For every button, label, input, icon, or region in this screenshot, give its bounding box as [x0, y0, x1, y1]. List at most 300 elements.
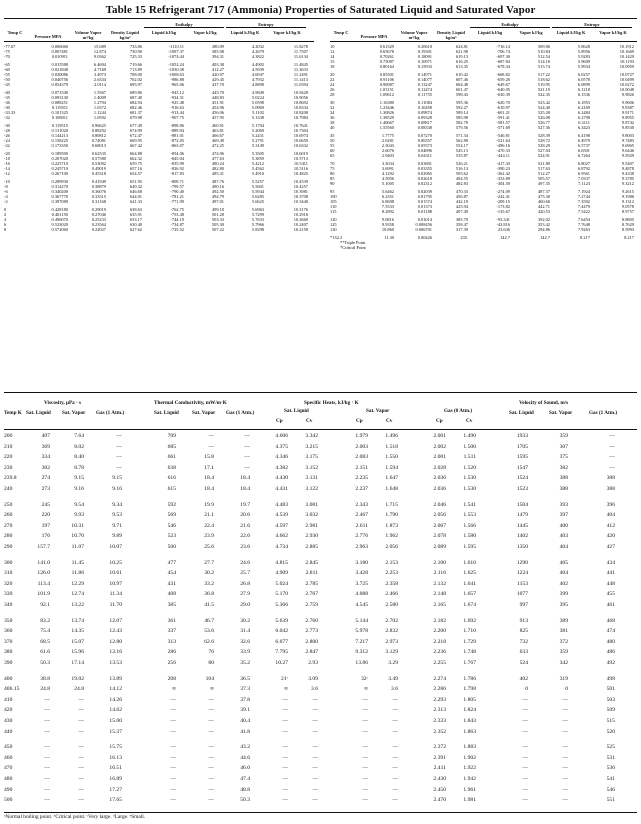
upper-table-cell: 28 [330, 92, 335, 97]
upper-table-cell: 412.27 [211, 67, 224, 72]
lower-table-cell: 40.4 [240, 718, 250, 724]
lower-table-cell: 9.53 [112, 512, 122, 519]
upper-table-cell: 1.55560 [379, 125, 394, 130]
upper-table-cell: 11.2491 [293, 72, 308, 77]
upper-header-entropy-liquid: Liquid kJ/kg K [230, 30, 260, 35]
upper-table-cell: -986.88 [170, 77, 184, 82]
lower-table-cell: 13.86 [355, 660, 368, 666]
upper-table-cell: 80 [330, 171, 335, 176]
upper-table-row [330, 181, 640, 186]
lower-table-cell: — [282, 696, 288, 703]
lower-table-cell: 1.843 [463, 718, 476, 724]
upper-table-cell: 23.636 [497, 227, 510, 232]
lower-table-row [4, 697, 637, 703]
lower-table-cell: 33.2 [204, 580, 214, 587]
lower-table-cell: 37.8 [240, 696, 250, 703]
lower-table-cell: 2.028 [433, 464, 446, 471]
lower-header-cp-1: Cp [276, 418, 283, 424]
upper-table-cell: 474.96 [211, 151, 224, 156]
upper-table-cell: -28 [4, 128, 10, 133]
lower-header-cp-gas: Gas (0 Atm.) [444, 408, 473, 414]
upper-table-cell: 11.30 [384, 235, 394, 240]
lower-table-cell: 46.7 [204, 617, 214, 624]
upper-table-cell: -546.81 [496, 133, 510, 138]
lower-table-cell: — [116, 433, 122, 439]
lower-table-cell: 633 [519, 649, 528, 656]
lower-table-cell: — [208, 443, 214, 450]
upper-table-cell: *132.3 [330, 235, 343, 240]
lower-header-cv-2: Cv [386, 418, 393, 424]
upper-table-cell: 5.0969 [251, 105, 264, 110]
lower-table-cell: 1.883 [463, 744, 476, 751]
upper-table-cell: 635.91 [129, 212, 142, 217]
upper-table-cell: -333.89 [496, 176, 510, 181]
upper-table-cell: 695.97 [129, 82, 142, 87]
upper-table-cell: 5.5944 [251, 189, 264, 194]
lower-table-cell: — [78, 728, 84, 735]
upper-table-cell: 0.289930 [51, 179, 68, 184]
lower-table-cell: 468 [606, 617, 615, 624]
lower-table-cell: 2.352 [433, 728, 446, 735]
lower-table-cell: 126.0 [37, 570, 50, 577]
lower-table-cell: 460 [4, 754, 13, 761]
lower-table-cell: — [562, 696, 568, 703]
upper-table-cell: 649.32 [129, 184, 142, 189]
upper-table-row [330, 64, 640, 69]
lower-table-cell: 11.34 [109, 591, 122, 598]
upper-table-cell: 6.2798 [577, 115, 590, 120]
upper-table-cell: 9.9358 [381, 222, 394, 227]
lower-table-cell: ∞ [364, 686, 368, 693]
lower-table-cell: — [208, 776, 214, 782]
lower-table-cell: 1.710 [463, 628, 476, 635]
lower-table-cell: — [116, 454, 122, 461]
upper-table-cell: 2.6334 [93, 77, 106, 82]
upper-table-cell: 641.33 [129, 199, 142, 204]
upper-table-cell: 8 [4, 227, 7, 232]
lower-table-cell: 17.14 [71, 660, 84, 666]
lower-table-cell: — [562, 707, 568, 714]
lower-table-cell: 12.29 [71, 580, 84, 587]
lower-table-cell: 400 [4, 675, 13, 682]
upper-table-cell: -14 [4, 166, 10, 171]
upper-table-cell: -50 [4, 77, 10, 82]
upper-header-entropy-liquid: Liquid kJ/kg K [556, 30, 586, 35]
lower-table-cell: 2.343 [355, 501, 368, 508]
lower-table-cell: 2.003 [355, 443, 368, 450]
upper-table-cell: 0.19301 [417, 49, 432, 54]
lower-table-cell: 420 [4, 707, 13, 714]
upper-table-cell: 579.56 [455, 125, 468, 130]
lower-table-cell: 477 [167, 559, 176, 566]
upper-table-cell: 0.36076 [91, 189, 106, 194]
lower-table-cell: 9.16 [74, 486, 84, 492]
upper-table-cell: -33.33 [4, 110, 16, 115]
upper-table-cell: 7.6454 [577, 217, 590, 222]
lower-table-cell: 24.6 [240, 559, 250, 566]
upper-header-density: Density Liquid kg/m³ [437, 30, 465, 40]
upper-table-cell: 0.13247 [417, 82, 432, 87]
upper-table-cell: 0.093130 [51, 95, 68, 100]
lower-table-cell: 4.597 [275, 522, 288, 529]
lower-table-cell: 2.313 [433, 707, 446, 714]
upper-table-cell: 10.0499 [619, 77, 634, 82]
lower-table-cell: — [208, 744, 214, 751]
lower-table-cell: — [312, 696, 318, 703]
upper-table-cell: 385.79 [455, 217, 468, 222]
upper-table-cell: 3.3034 [381, 161, 394, 166]
upper-table-cell: 15 [330, 59, 335, 64]
upper-table-cell: 6.4694 [93, 62, 106, 67]
upper-table-cell: 10.9428 [293, 90, 308, 95]
lower-table-row [4, 454, 637, 460]
upper-table-cell: 10.3981 [293, 189, 308, 194]
upper-table-cell: 1.0592 [93, 115, 106, 120]
upper-table-cell: 0.02039 [417, 189, 432, 194]
lower-table-cell: — [522, 797, 528, 804]
lower-table-cell: 24.8 [74, 686, 84, 693]
lower-table-cell: 61.6 [40, 649, 50, 656]
upper-table-cell: 0 [4, 207, 7, 212]
upper-table-cell: -12 [4, 171, 10, 176]
upper-table-cell: 2.0281 [381, 138, 394, 143]
lower-table-cell: — [392, 786, 398, 793]
upper-table-cell: -75 [4, 49, 10, 54]
lower-table-cell: 359 [559, 433, 568, 439]
upper-table-cell: 0.41949 [91, 179, 106, 184]
upper-table-cell: -77.67 [4, 44, 16, 49]
lower-table-cell: — [170, 696, 176, 703]
lower-table-cell: 4.545 [355, 602, 368, 608]
lower-table-cell: 9.15 [112, 475, 122, 482]
lower-table-cell: 407 [41, 433, 50, 439]
upper-table-cell: -725.52 [170, 227, 184, 232]
upper-table-cell: 36 [330, 115, 335, 120]
upper-table-cell: 4.3822 [251, 54, 264, 59]
upper-table-cell: 0.01373 [417, 204, 432, 209]
upper-table-cell: 2 [4, 212, 7, 217]
upper-table-cell: 110 [330, 204, 337, 209]
upper-table-cell: 733.86 [129, 44, 142, 49]
lower-table-cell: 2.200 [433, 628, 446, 635]
lower-table-cell: 273 [41, 486, 50, 492]
upper-table-cell: -925.48 [170, 100, 184, 105]
lower-table-cell: 23.9 [204, 533, 214, 540]
lower-table-cell: 9.16 [112, 486, 122, 492]
upper-table-cell: 8.9757 [621, 209, 634, 214]
upper-table-cell: 7.9263 [577, 227, 590, 232]
lower-table-cell: 405 [559, 559, 568, 566]
upper-table-cell: -1030.38 [168, 67, 184, 72]
lower-table-cell: 4.431 [275, 486, 288, 492]
lower-table-cell: 361 [167, 617, 176, 624]
upper-table-cell: 0.144213 [51, 133, 68, 138]
upper-table-row [4, 199, 314, 204]
lower-table-cell: 5.170 [275, 591, 288, 598]
lower-table-cell: 14.12 [109, 686, 122, 693]
upper-table-cell: 75 [330, 166, 335, 171]
upper-table-cell: 425.94 [455, 204, 468, 209]
lower-table-cell: 395 [559, 602, 568, 608]
upper-table-cell: 4.5956 [381, 176, 394, 181]
upper-table-cell: -16 [4, 161, 10, 166]
lower-table-cell: 592 [167, 501, 176, 508]
lower-table-cell: 18.4 [240, 475, 250, 482]
upper-table-cell: 6.7264 [577, 153, 590, 158]
upper-table-cell: -762.75 [170, 207, 184, 212]
upper-table-cell: -6 [4, 189, 8, 194]
lower-table-cell: — [244, 433, 250, 439]
upper-table-cell: 1.30826 [379, 110, 394, 115]
lower-table-cell: 2.293 [433, 696, 446, 703]
upper-table-cell: 9.8742 [621, 120, 634, 125]
lower-table-cell: 661 [167, 454, 176, 461]
upper-table-cell: -845.04 [170, 156, 184, 161]
lower-header-viscosity: Viscosity, μPa · s [44, 400, 82, 406]
upper-table-cell: 85 [330, 176, 335, 181]
lower-table-cell: 310 [4, 570, 13, 577]
lower-table-row [4, 676, 637, 682]
upper-table-cell: 8.8805 [621, 217, 634, 222]
upper-table-cell: 6.4970 [577, 138, 590, 143]
upper-table-cell: 10.5713 [293, 156, 308, 161]
upper-table-cell: 659.75 [129, 161, 142, 166]
lower-table-cell: 337 [167, 628, 176, 635]
lower-table-cell: 2.832 [385, 628, 398, 635]
upper-table-cell: 9.0816 [381, 217, 394, 222]
lower-table-cell: — [44, 696, 50, 703]
upper-table-cell: 8.5993 [621, 227, 634, 232]
upper-table-cell: 0.101325 [51, 110, 68, 115]
upper-table-cell: 1.38529 [379, 115, 394, 120]
lower-table-cell: — [609, 433, 615, 439]
lower-header-cp-vapor: Sat. Vapor [366, 408, 390, 414]
upper-table-row [330, 235, 640, 240]
lower-header-thermal: Thermal Conductivity, mW/m·K [154, 400, 227, 406]
upper-table-cell: 429.45 [211, 77, 224, 82]
upper-table-cell: 9.9606 [621, 100, 634, 105]
lower-table-row [4, 570, 637, 576]
upper-table-cell: 5.7299 [251, 212, 264, 217]
lower-table-cell: 1524 [516, 475, 528, 482]
lower-table-cell: 200 [4, 433, 13, 439]
upper-table-cell: 3.4973 [93, 72, 106, 77]
lower-table-cell: — [362, 744, 368, 751]
upper-table-cell: 679.98 [129, 115, 142, 120]
upper-table-cell: -1110.11 [168, 44, 184, 49]
upper-table-cell: -881.01 [170, 133, 184, 138]
lower-table-row [4, 475, 637, 481]
lower-table-cell: 1350 [516, 544, 528, 550]
lower-table-cell: 2.165 [433, 602, 446, 608]
lower-table-cell: 41.8 [240, 728, 250, 735]
lower-table-cell: 1.610 [463, 559, 476, 566]
upper-table-cell: 9.7483 [621, 138, 634, 143]
upper-table-cell: -744.19 [170, 217, 184, 222]
upper-table-cell: -640.05 [496, 87, 510, 92]
lower-table-cell: — [244, 454, 250, 461]
upper-table-cell: 6.5737 [577, 143, 590, 148]
upper-table-cell: 607.46 [455, 77, 468, 82]
upper-table-row [4, 143, 314, 148]
lower-table-cell: 3.081 [305, 501, 318, 508]
upper-table-cell: 10.1193 [619, 59, 634, 64]
lower-table-cell: 400 [559, 522, 568, 529]
lower-table-cell: 50.3 [240, 797, 250, 804]
upper-table-cell: 2.9403 [381, 153, 394, 158]
upper-table-cell: 0.88292 [91, 128, 106, 133]
upper-table-cell: 521.19 [537, 87, 550, 92]
lower-table-cell: 2.148 [433, 591, 446, 598]
upper-table-cell: 644.01 [129, 194, 142, 199]
upper-table-cell: 2.6076 [381, 148, 394, 153]
upper-table-cell: 480.24 [211, 161, 224, 166]
upper-table-cell: -24 [4, 138, 10, 143]
upper-table-cell: 472.25 [211, 143, 224, 148]
lower-table-cell: 14.35 [71, 628, 84, 635]
lower-table-row [4, 560, 637, 566]
lower-table-cell: 1.657 [463, 591, 476, 598]
upper-table-cell: 4.7169 [93, 67, 106, 72]
lower-table-cell: 39.1 [240, 707, 250, 714]
lower-table-cell: 36.5 [240, 675, 250, 682]
upper-table-cell: 407.49 [455, 209, 468, 214]
upper-table-cell: 613.35 [455, 64, 468, 69]
lower-table-cell: — [562, 744, 568, 751]
upper-table-row [330, 92, 640, 97]
upper-table-cell: 610.42 [455, 72, 468, 77]
lower-table-cell: 2.611 [355, 522, 368, 529]
upper-table-row [330, 125, 640, 130]
lower-table-cell: 434 [606, 559, 615, 566]
lower-table-row [4, 639, 637, 645]
upper-table-cell: 9.3212 [621, 181, 634, 186]
lower-table-cell: 7.217 [355, 638, 368, 645]
upper-table-cell: 10.0048 [619, 87, 634, 92]
upper-table-cell: 4.8898 [251, 82, 264, 87]
lower-header-cp-liquid: Sat. Liquid [284, 408, 309, 414]
lower-table-cell: — [244, 443, 250, 450]
upper-table-cell: 10.7304 [293, 128, 308, 133]
lower-table-cell: 83.2 [40, 617, 50, 624]
lower-table-cell: 350 [4, 617, 13, 624]
lower-table-cell: 1.786 [463, 675, 476, 682]
lower-table-cell: 9.34 [112, 501, 122, 508]
upper-table-cell: 6.8027 [577, 161, 590, 166]
lower-table-cell: 616 [167, 475, 176, 482]
lower-table-cell: 22.6 [240, 533, 250, 540]
upper-table-cell: 10.4539 [293, 179, 308, 184]
lower-table-cell: 176 [41, 533, 50, 540]
lower-table-cell: 274 [41, 475, 50, 482]
upper-table-cell: 6.1853 [577, 100, 590, 105]
upper-table-cell: -390.23 [496, 166, 510, 171]
upper-table-cell: 499.18 [211, 207, 224, 212]
lower-table-cell: 520 [606, 728, 615, 735]
upper-table-cell: 0.267100 [51, 171, 68, 176]
lower-table-cell: 1.873 [385, 522, 398, 529]
upper-table-cell: 0.96987 [379, 82, 394, 87]
upper-table-cell: 689.86 [129, 90, 142, 95]
lower-table-row [4, 581, 637, 587]
lower-table-cell: 29.0 [240, 602, 250, 608]
lower-table-cell: 250 [4, 501, 13, 508]
upper-table-cell: 492.50 [211, 189, 224, 194]
lower-table-cell: 492 [606, 660, 615, 666]
upper-table-cell: 5.0224 [251, 95, 264, 100]
upper-table-cell: 9.1986 [621, 194, 634, 199]
lower-table-cell: 5.639 [275, 617, 288, 624]
lower-table-cell: 404 [559, 570, 568, 577]
upper-table-cell: 657.16 [129, 166, 142, 171]
lower-table-cell: 2.391 [433, 754, 446, 761]
upper-table-cell: 0.61329 [379, 44, 394, 49]
upper-table-cell: 535.87 [455, 153, 468, 158]
lower-table-cell: 1224 [516, 570, 528, 577]
lower-table-cell: — [312, 718, 318, 724]
upper-table-cell: 385.08 [211, 49, 224, 54]
upper-table-cell: -444.11 [496, 153, 510, 158]
footnote: ᵃNormal boiling point. ᵇCritical point. ᶜVery large. ᵈLarge. ᵉSmall. [4, 814, 146, 820]
lower-table-cell: 2.089 [433, 544, 446, 550]
lower-table-cell: 19.7 [240, 501, 250, 508]
upper-header-enthalpy-vapor: Vapor kJ/kg [519, 30, 543, 35]
lower-table-cell: 0 [525, 686, 528, 693]
upper-table-cell: 5.8628 [577, 44, 590, 49]
upper-table-cell: 669.95 [129, 138, 142, 143]
lower-table-row [4, 618, 637, 624]
upper-table-cell: 604.48 [455, 82, 468, 87]
upper-table-cell: 10.0959 [619, 64, 634, 69]
upper-table-cell: 582.78 [455, 120, 468, 125]
upper-table-cell: -65 [4, 62, 10, 67]
lower-table-cell: 3.152 [305, 464, 318, 471]
upper-table-cell: 598.43 [455, 92, 468, 97]
upper-table-cell: 503.33 [211, 217, 224, 222]
lower-header-visc-vapor: Sat. Vapor [62, 410, 86, 416]
lower-header-tc-liquid: Sat. Liquid [154, 410, 179, 416]
lower-table-cell: — [362, 754, 368, 761]
lower-table-row [4, 486, 637, 492]
upper-table-cell: 456.06 [211, 110, 224, 115]
upper-table-cell: 0.207020 [51, 156, 68, 161]
upper-table-cell: 677.49 [129, 123, 142, 128]
upper-table-cell: 11.7507 [293, 49, 308, 54]
upper-table-cell: -799.57 [170, 184, 184, 189]
lower-table-cell: 220 [4, 454, 13, 461]
upper-table-cell: 10.9056 [293, 95, 308, 100]
upper-table-cell: 50 [330, 138, 335, 143]
upper-table-cell: 7.0337 [577, 176, 590, 181]
lower-table-cell: 404 [606, 512, 615, 519]
lower-table-cell: ∞ [284, 686, 288, 693]
lower-table-cell: 2.702 [385, 617, 398, 624]
upper-table-cell: -18 [4, 156, 10, 161]
lower-table-cell: 2.411 [433, 765, 446, 772]
upper-table-cell: 1.09612 [379, 92, 394, 97]
lower-table-cell: 26.8 [240, 580, 250, 587]
lower-table-cell: 2.845 [305, 559, 318, 566]
lower-table-cell: — [522, 707, 528, 714]
upper-table-cell: 0.09874 [417, 110, 432, 115]
upper-table-cell: 601.47 [455, 87, 468, 92]
lower-table-cell: — [392, 765, 398, 772]
lower-table-cell: 525 [606, 744, 615, 751]
upper-header-enthalpy-liquid: Liquid kJ/kg [151, 30, 177, 35]
lower-table-cell: 44.6 [240, 754, 250, 761]
upper-table-cell: 6.3111 [578, 120, 590, 125]
lower-table-cell: 402 [559, 580, 568, 587]
